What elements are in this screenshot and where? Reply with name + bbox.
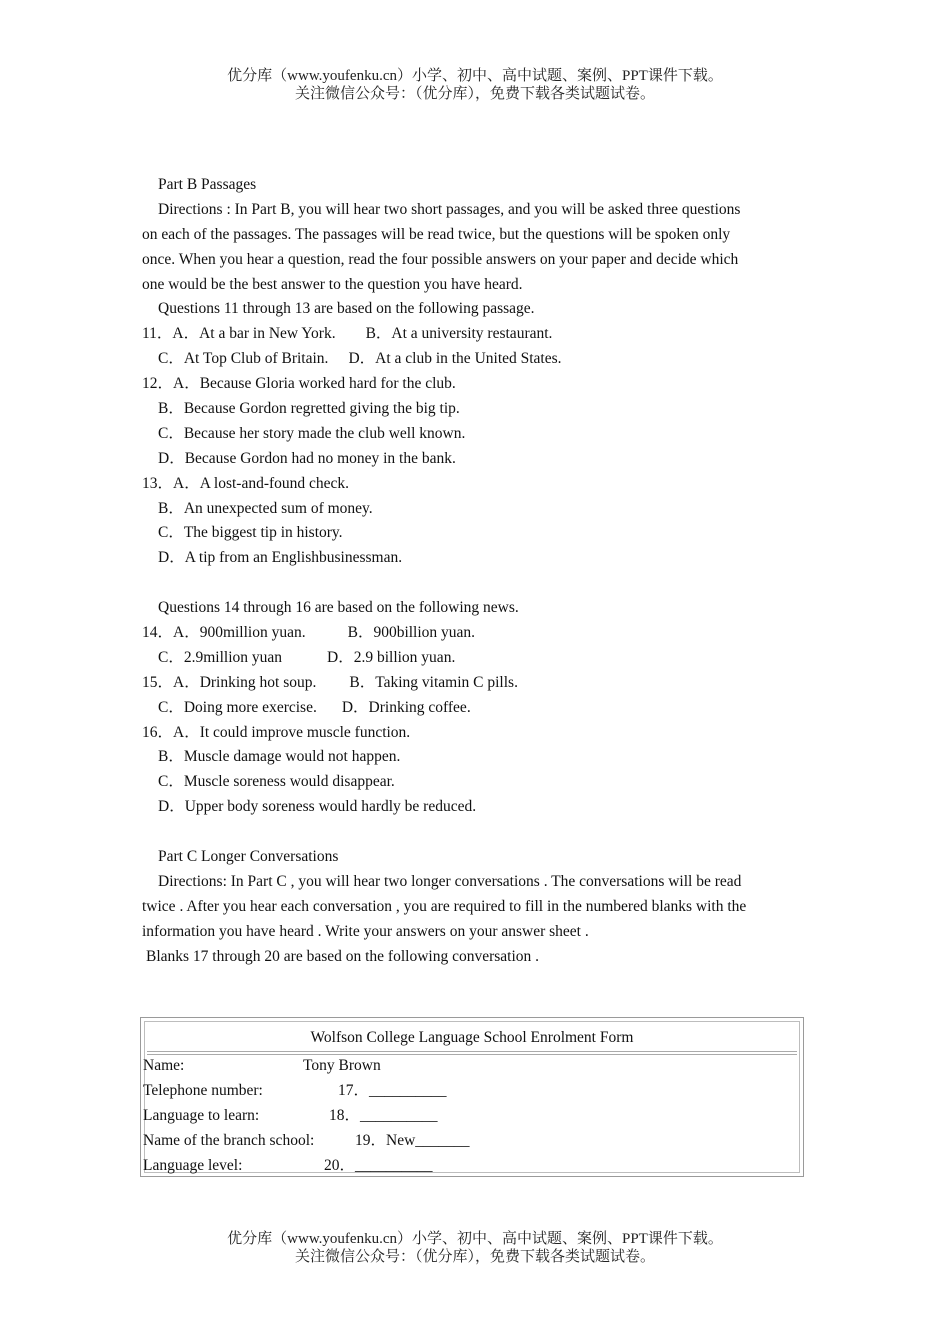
- part-c-directions-line: Directions: In Part C , you will hear two longer conversations . The conversations will be read: [158, 872, 742, 890]
- form-blank-17: 17．__________: [338, 1082, 447, 1099]
- form-label: Language to learn:: [143, 1107, 260, 1124]
- question-14-row-2: [142, 646, 802, 671]
- form-title: Wolfson College Language School Enrolment Form: [310, 1029, 634, 1046]
- q11-option-a: 11．A．At a bar in New York.: [142, 325, 336, 343]
- part-b-title: Part B Passages: [158, 176, 257, 193]
- q15-option-a: 15．A．Drinking hot soup.: [142, 673, 317, 691]
- q16-option-d: D．Upper body soreness would hardly be reduced.: [158, 798, 477, 816]
- q12-option-a: 12．A．Because Gloria worked hard for the club.: [142, 375, 456, 393]
- q13-option-d: D．A tip from an Englishbusinessman.: [158, 549, 403, 567]
- question-15-row-1: [142, 671, 802, 696]
- footer-line-2: 关注微信公众号：（优分库），免费下载各类试题试卷。: [294, 1249, 655, 1265]
- q15-option-c: C．Doing more exercise.: [158, 698, 317, 716]
- form-row-language-level: [143, 1154, 433, 1179]
- q14-option-a: 14．A．900million yuan.: [142, 624, 306, 642]
- header-line-1: 优分库（www.youfenku.cn）小学、初中、高中试题、案例、PPT课件下载。: [227, 68, 723, 84]
- form-row-name: [143, 1054, 381, 1079]
- group-2-intro: Questions 14 through 16 are based on the following news.: [158, 599, 519, 617]
- form-blank-19: 19．New_______: [355, 1132, 470, 1149]
- form-divider: [147, 1054, 797, 1055]
- q14-option-d: D．2.9 billion yuan.: [327, 648, 456, 666]
- page-footer: [0, 1230, 950, 1266]
- q16-option-c: C．Muscle soreness would disappear.: [158, 773, 395, 791]
- q13-option-b: B．An unexpected sum of money.: [158, 499, 373, 517]
- q12-option-d: D．Because Gordon had no money in the bank.: [158, 449, 456, 467]
- part-b-directions-line: Directions : In Part B, you will hear two short passages, and you will be asked three questions: [158, 200, 741, 218]
- enrolment-form-table: [140, 1017, 804, 1177]
- q15-option-d: D．Drinking coffee.: [341, 698, 471, 716]
- form-row-telephone: [143, 1079, 447, 1104]
- part-c-title: Part C Longer Conversations: [158, 848, 339, 866]
- q12-option-c: C．Because her story made the club well known.: [158, 424, 466, 442]
- part-b-directions-line: one would be the best answer to the question you have heard.: [142, 275, 523, 293]
- q13-option-a: 13．A．A lost-and-found check.: [142, 474, 350, 492]
- q11-option-b: B．At a university restaurant.: [365, 325, 553, 343]
- question-11-row-1: [142, 322, 802, 347]
- part-b-directions-line: once. When you hear a question, read the four possible answers on your paper and decide which: [142, 250, 739, 268]
- group-1-intro: Questions 11 through 13 are based on the following passage.: [158, 300, 535, 318]
- q12-option-b: B．Because Gordon regretted giving the big tip.: [158, 400, 460, 418]
- form-row-branch-school: [143, 1129, 470, 1154]
- header-line-2: 关注微信公众号：（优分库），免费下载各类试题试卷。: [294, 86, 655, 102]
- q13-option-c: C．The biggest tip in history.: [158, 524, 343, 542]
- part-c-directions-line: twice . After you hear each conversation , you are required to fill in the numbered blanks with the: [142, 897, 747, 915]
- q11-option-c: C．At Top Club of Britain.: [158, 350, 329, 368]
- q11-option-d: D．At a club in the United States.: [348, 350, 562, 368]
- page-header: [0, 67, 950, 103]
- footer-line-1: 优分库（www.youfenku.cn）小学、初中、高中试题、案例、PPT课件下载。: [227, 1231, 723, 1247]
- q14-option-b: B．900billion yuan.: [347, 624, 476, 642]
- form-row-language: [143, 1104, 438, 1129]
- exam-content: [142, 173, 802, 970]
- question-15-row-2: [142, 696, 802, 721]
- form-value: Tony Brown: [303, 1057, 381, 1074]
- form-blank-18: 18．__________: [329, 1107, 438, 1124]
- part-b-directions-line: on each of the passages. The passages will be read twice, but the questions will be spoken only: [142, 225, 731, 243]
- question-14-row-1: [142, 621, 802, 646]
- question-11-row-2: [142, 347, 802, 372]
- blanks-intro: Blanks 17 through 20 are based on the following conversation .: [146, 947, 540, 965]
- q16-option-b: B．Muscle damage would not happen.: [158, 748, 401, 766]
- q14-option-c: C．2.9million yuan: [158, 648, 283, 666]
- form-blank-20: 20．__________: [324, 1157, 433, 1174]
- part-c-directions-line: information you have heard . Write your answers on your answer sheet .: [142, 922, 589, 940]
- form-label: Name of the branch school:: [143, 1132, 315, 1149]
- form-label: Language level:: [143, 1157, 243, 1174]
- q16-option-a: 16．A．It could improve muscle function.: [142, 723, 411, 741]
- q15-option-b: B．Taking vitamin C pills.: [349, 673, 518, 691]
- enrolment-form-inner: [144, 1021, 800, 1173]
- form-label: Name:: [143, 1057, 185, 1074]
- form-label: Telephone number:: [143, 1082, 263, 1099]
- form-divider: [147, 1051, 797, 1052]
